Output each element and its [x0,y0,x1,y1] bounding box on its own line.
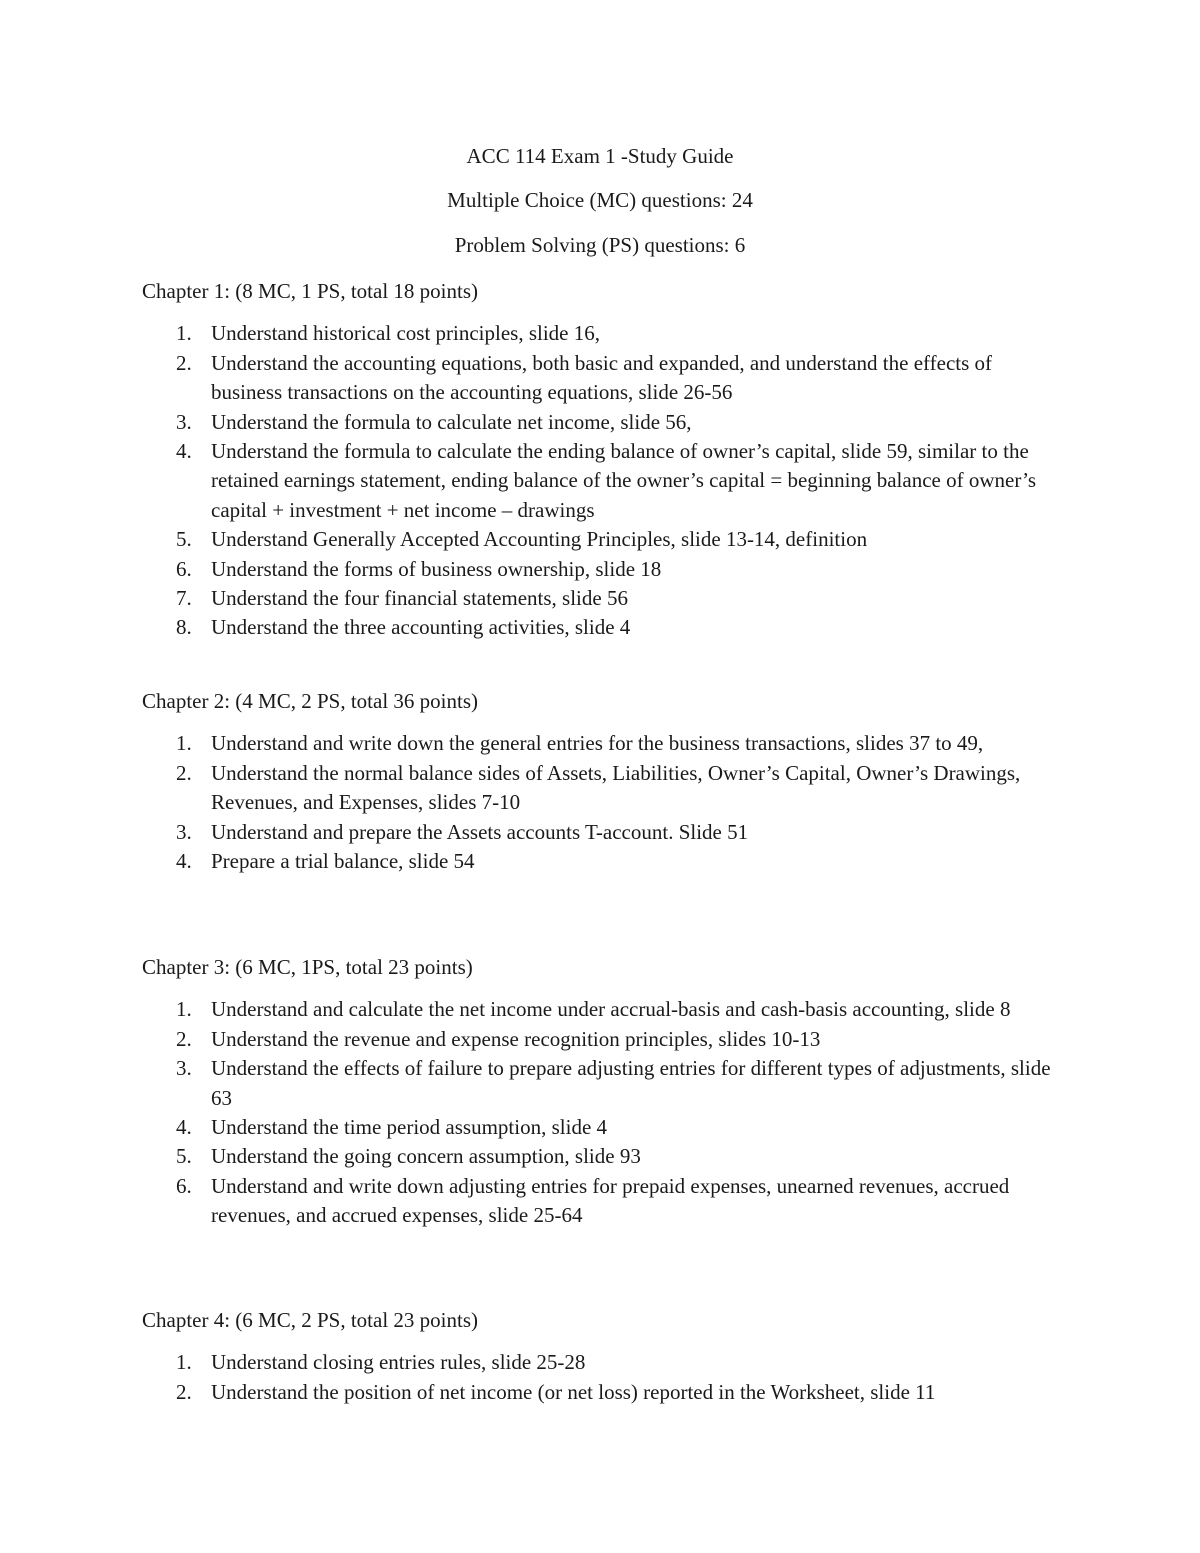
item-number: 2. [176,1379,192,1404]
chapter-heading: Chapter 3: (6 MC, 1PS, total 23 points) [142,955,473,979]
item-number: 1. [176,321,192,346]
item-number: 1. [176,1350,192,1375]
chapter-heading: Chapter 2: (4 MC, 2 PS, total 36 points) [142,689,478,713]
item-text: Understand Generally Accepted Accounting Principles, slide 13-14, definition [211,527,868,552]
mc-question-count: Multiple Choice (MC) questions: 24 [447,188,753,212]
item-number: 4. [176,1115,192,1140]
item-number: 8. [176,615,192,640]
list-item [142,319,1061,348]
list-item [142,1113,1061,1142]
chapter-3-list [142,995,1142,1230]
item-number: 2. [176,1026,192,1051]
item-text: Understand the time period assumption, slide 4 [211,1115,608,1140]
item-number: 1. [176,731,192,756]
item-number: 5. [176,527,192,552]
list-item [142,584,1061,613]
list-item [142,995,1061,1024]
item-number: 4. [176,849,192,874]
list-item [142,759,1061,818]
item-text: Understand and write down the general entries for the business transactions, slides 37 to 49, [211,731,984,756]
list-item [142,1348,1061,1377]
item-number: 3. [176,1056,192,1081]
chapter-heading: Chapter 1: (8 MC, 1 PS, total 18 points) [142,279,478,303]
item-text: Understand the going concern assumption, slide 93 [211,1144,641,1169]
list-item [142,729,1061,758]
item-number: 2. [176,760,192,785]
item-text: Understand and write down adjusting entries for prepaid expenses, unearned revenues, accrued revenues, and accrued expenses, slide 25-64 [211,1173,1010,1228]
list-item [142,613,1061,642]
list-item [142,349,1061,408]
list-item [142,437,1061,525]
list-item [142,847,1061,876]
chapter-2-list [142,729,1142,876]
list-item [142,818,1061,847]
item-text: Understand the position of net income (or net loss) reported in the Worksheet, slide 11 [211,1379,936,1404]
list-item [142,1142,1061,1171]
item-text: Understand closing entries rules, slide 25-28 [211,1350,586,1375]
item-number: 3. [176,409,192,434]
item-text: Understand the effects of failure to prepare adjusting entries for different types of adjustments, slide 63 [211,1056,1051,1110]
item-text: Understand the normal balance sides of Assets, Liabilities, Owner’s Capital, Owner’s Drawings, Revenues, and Expenses, slides 7-10 [211,760,1021,815]
item-number: 6. [176,556,192,581]
chapter-4-list [142,1348,1142,1407]
chapter-4-section [142,1306,1142,1407]
item-text: Understand the three accounting activities, slide 4 [211,615,631,640]
document-title: ACC 114 Exam 1 -Study Guide [466,144,734,168]
item-text: Understand the forms of business ownership, slide 18 [211,556,662,581]
chapter-2-section [142,687,1142,876]
list-item [142,1378,1061,1407]
list-item [142,1172,1061,1231]
item-text: Understand and calculate the net income under accrual-basis and cash-basis accounting, slide 8 [211,997,1011,1022]
ps-question-count: Problem Solving (PS) questions: 6 [454,233,746,257]
item-number: 4. [176,439,192,464]
chapter-3-section [142,953,1142,1231]
item-text: Prepare a trial balance, slide 54 [211,849,475,874]
item-number: 1. [176,997,192,1022]
list-item [142,1025,1061,1054]
item-text: Understand historical cost principles, slide 16, [211,321,601,346]
item-text: Understand and prepare the Assets accounts T-account. Slide 51 [211,819,749,844]
item-text: Understand the revenue and expense recognition principles, slides 10-13 [211,1026,821,1051]
item-number: 7. [176,586,192,611]
list-item [142,525,1061,554]
item-number: 3. [176,819,192,844]
item-number: 6. [176,1173,192,1198]
item-number: 5. [176,1144,192,1169]
chapter-1-section [142,277,1142,643]
list-item [142,408,1061,437]
item-text: Understand the formula to calculate the ending balance of owner’s capital, slide 59, similar to the retained earnings statement, ending balance of the owner’s capital = beginning balance of owner’s capital + investment + net income – drawings [211,439,1037,522]
list-item [142,555,1061,584]
chapter-1-list [142,319,1142,642]
item-number: 2. [176,350,192,375]
chapter-heading: Chapter 4: (6 MC, 2 PS, total 23 points) [142,1308,478,1332]
item-text: Understand the formula to calculate net income, slide 56, [211,409,692,434]
item-text: Understand the accounting equations, both basic and expanded, and understand the effects of business transactions on the accounting equations, slide 26-56 [211,350,993,405]
item-text: Understand the four financial statements, slide 56 [211,586,628,611]
list-item [142,1054,1061,1113]
